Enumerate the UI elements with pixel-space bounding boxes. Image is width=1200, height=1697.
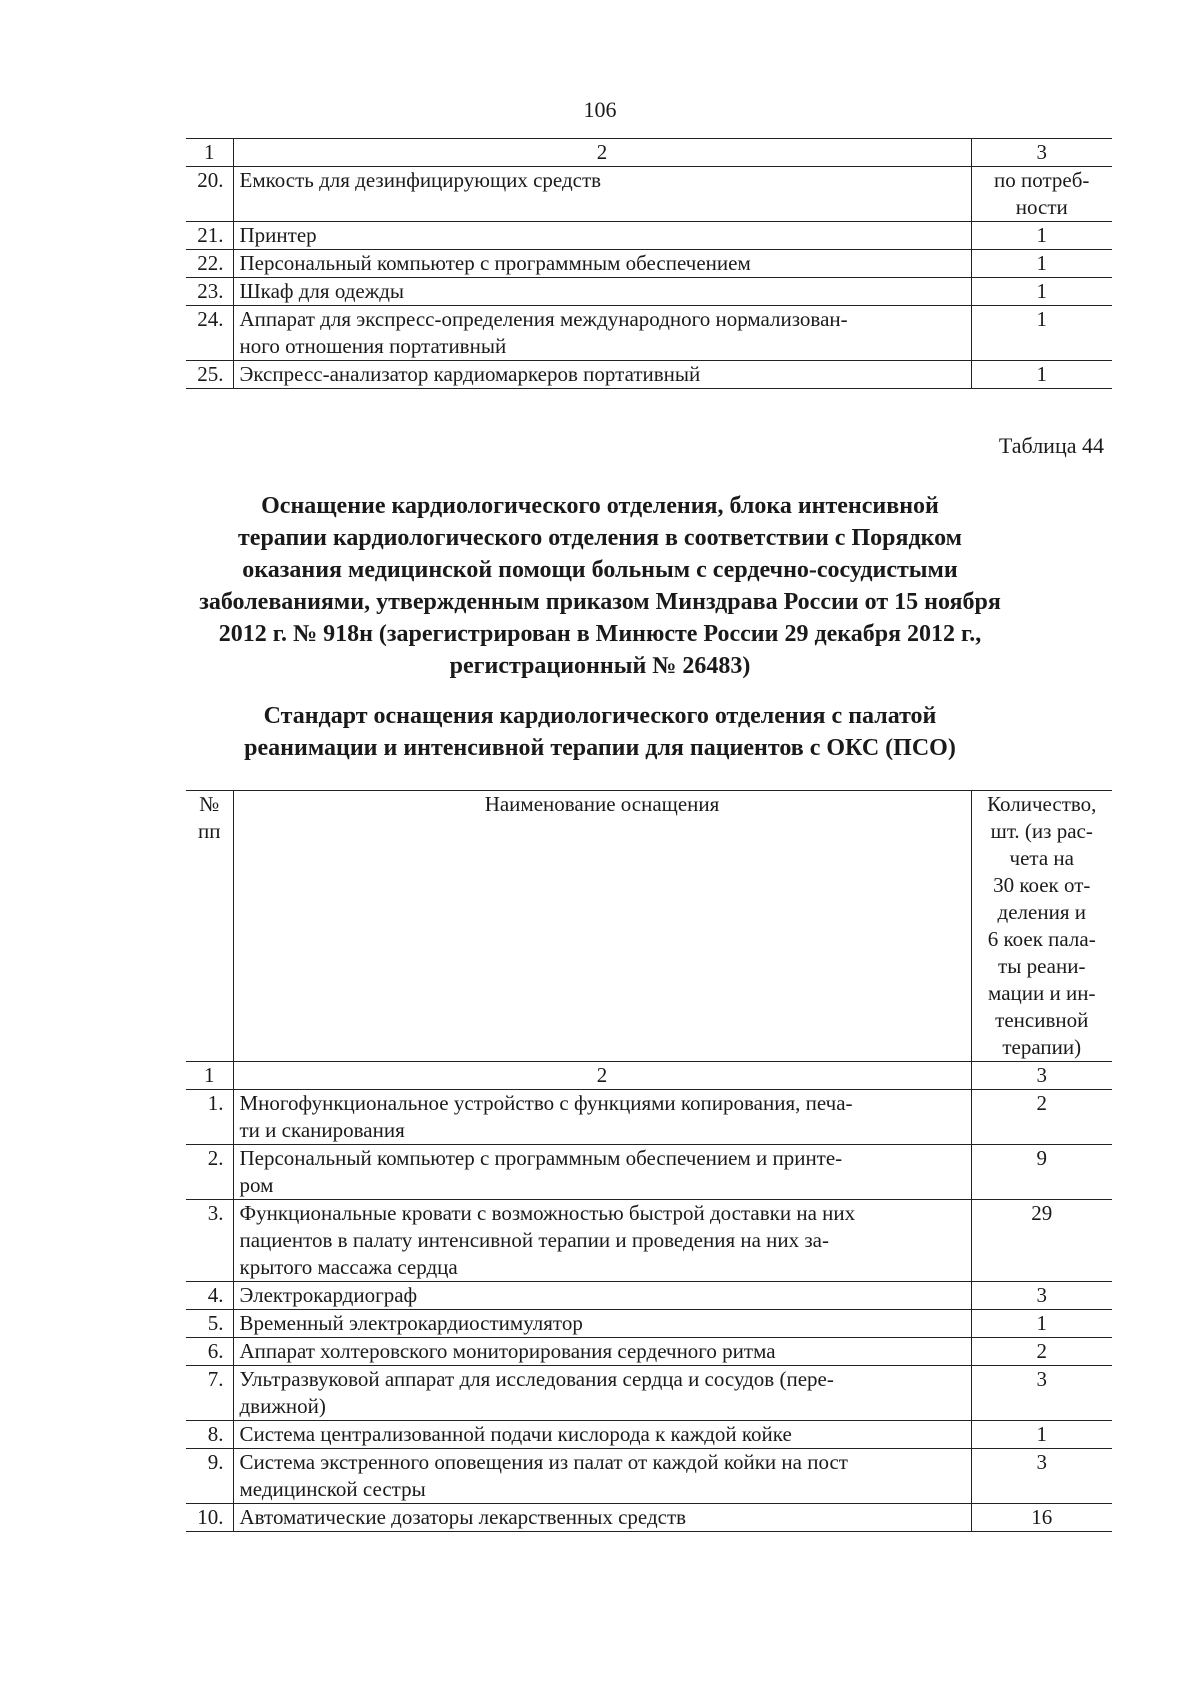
- col-number-cell: 1: [186, 1062, 233, 1090]
- row-quantity-cell: 29: [971, 1200, 1112, 1282]
- table-column-numbers-row: [186, 139, 1112, 167]
- row-name-cell: Шкаф для одежды: [233, 278, 971, 306]
- row-number-cell: 2.: [186, 1145, 233, 1200]
- row-number-cell: 9.: [186, 1449, 233, 1504]
- col-number-cell: 3: [971, 1062, 1112, 1090]
- heading-line: Стандарт оснащения кардиологического отделения с палатой: [263, 703, 937, 729]
- row-name-cell: Функциональные кровати с возможностью быстрой доставки на них пациентов в палату интенсивной терапии и проведения на них за- крытого массажа сердца: [233, 1200, 971, 1282]
- col-number-cell: 1: [186, 139, 233, 167]
- table-row: [186, 1200, 1112, 1282]
- row-name-cell: Временный электрокардиостимулятор: [233, 1310, 971, 1338]
- row-number-cell: 5.: [186, 1310, 233, 1338]
- heading-line: 2012 г. № 918н (зарегистрирован в Минюсте России 29 декабря 2012 г.,: [218, 621, 982, 647]
- row-quantity-cell: 3: [971, 1282, 1112, 1310]
- row-name-cell: Система экстренного оповещения из палат от каждой койки на пост медицинской сестры: [233, 1449, 971, 1504]
- header-number-cell: № пп: [186, 791, 233, 1062]
- row-name-cell: Ультразвуковой аппарат для исследования сердца и сосудов (пере- движной): [233, 1366, 971, 1421]
- table-caption: Таблица 44: [998, 433, 1104, 458]
- row-quantity-cell: 3: [971, 1449, 1112, 1504]
- row-quantity-cell: 1: [971, 222, 1112, 250]
- row-name-cell: Многофункциональное устройство с функциями копирования, печа- ти и сканирования: [233, 1090, 971, 1145]
- row-number-cell: 8.: [186, 1421, 233, 1449]
- row-quantity-cell: 9: [971, 1145, 1112, 1200]
- heading-line: реанимации и интенсивной терапии для пациентов с ОКС (ПСО): [244, 735, 956, 761]
- heading-line: регистрационный № 26483): [449, 653, 751, 679]
- row-number-cell: 22.: [186, 250, 233, 278]
- row-quantity-cell: по потреб- ности: [971, 167, 1112, 222]
- row-number-cell: 7.: [186, 1366, 233, 1421]
- table-row: [186, 1090, 1112, 1145]
- table-row: [186, 1366, 1112, 1421]
- header-quantity-cell: Количество, шт. (из рас- чета на 30 коек от- деления и 6 коек пала- ты реани- мации и ин- тенсивной терапии): [971, 791, 1112, 1062]
- row-name-cell: Электрокардиограф: [233, 1282, 971, 1310]
- table-row: [186, 1421, 1112, 1449]
- section-heading: [150, 490, 1050, 682]
- row-number-cell: 6.: [186, 1338, 233, 1366]
- table-row: [186, 361, 1112, 389]
- standard-heading: [150, 700, 1050, 764]
- col-number-cell: 3: [971, 139, 1112, 167]
- row-number-cell: 20.: [186, 167, 233, 222]
- row-number-cell: 4.: [186, 1282, 233, 1310]
- row-name-cell: Емкость для дезинфицирующих средств: [233, 167, 971, 222]
- header-name-cell: Наименование оснащения: [233, 791, 971, 1062]
- row-quantity-cell: 1: [971, 361, 1112, 389]
- row-quantity-cell: 1: [971, 250, 1112, 278]
- table-row: [186, 306, 1112, 361]
- row-quantity-cell: 1: [971, 306, 1112, 361]
- row-name-cell: Аппарат для экспресс-определения международного нормализован- ного отношения портативный: [233, 306, 971, 361]
- equipment-standard-table: [186, 790, 1112, 1532]
- row-name-cell: Система централизованной подачи кислорода к каждой койке: [233, 1421, 971, 1449]
- table-row: [186, 1338, 1112, 1366]
- table-row: [186, 167, 1112, 222]
- row-number-cell: 23.: [186, 278, 233, 306]
- table-row: [186, 278, 1112, 306]
- table-row: [186, 222, 1112, 250]
- row-name-cell: Аппарат холтеровского мониторирования сердечного ритма: [233, 1338, 971, 1366]
- heading-line: терапии кардиологического отделения в соответствии с Порядком: [238, 525, 962, 551]
- row-quantity-cell: 2: [971, 1338, 1112, 1366]
- table-row: [186, 1449, 1112, 1504]
- row-name-cell: Принтер: [233, 222, 971, 250]
- row-number-cell: 21.: [186, 222, 233, 250]
- heading-line: оказания медицинской помощи больным с сердечно-сосудистыми: [242, 557, 958, 583]
- table-header-row: [186, 791, 1112, 1062]
- row-name-cell: Персональный компьютер с программным обеспечением: [233, 250, 971, 278]
- table-column-numbers-row: [186, 1062, 1112, 1090]
- col-number-cell: 2: [233, 1062, 971, 1090]
- row-number-cell: 25.: [186, 361, 233, 389]
- heading-line: заболеваниями, утвержденным приказом Минздрава России от 15 ноября: [199, 589, 1001, 615]
- row-quantity-cell: 1: [971, 1421, 1112, 1449]
- row-quantity-cell: 16: [971, 1504, 1112, 1532]
- page-number: 106: [583, 97, 617, 122]
- row-number-cell: 3.: [186, 1200, 233, 1282]
- table-row: [186, 1310, 1112, 1338]
- row-name-cell: Экспресс-анализатор кардиомаркеров портативный: [233, 361, 971, 389]
- table-row: [186, 1282, 1112, 1310]
- row-number-cell: 10.: [186, 1504, 233, 1532]
- equipment-table-continued: [186, 138, 1112, 389]
- table-row: [186, 250, 1112, 278]
- row-number-cell: 24.: [186, 306, 233, 361]
- col-number-cell: 2: [233, 139, 971, 167]
- row-quantity-cell: 1: [971, 1310, 1112, 1338]
- row-quantity-cell: 3: [971, 1366, 1112, 1421]
- heading-line: Оснащение кардиологического отделения, блока интенсивной: [261, 493, 939, 519]
- row-quantity-cell: 1: [971, 278, 1112, 306]
- table-row: [186, 1504, 1112, 1532]
- row-name-cell: Персональный компьютер с программным обеспечением и принте- ром: [233, 1145, 971, 1200]
- row-name-cell: Автоматические дозаторы лекарственных средств: [233, 1504, 971, 1532]
- row-number-cell: 1.: [186, 1090, 233, 1145]
- row-quantity-cell: 2: [971, 1090, 1112, 1145]
- table-row: [186, 1145, 1112, 1200]
